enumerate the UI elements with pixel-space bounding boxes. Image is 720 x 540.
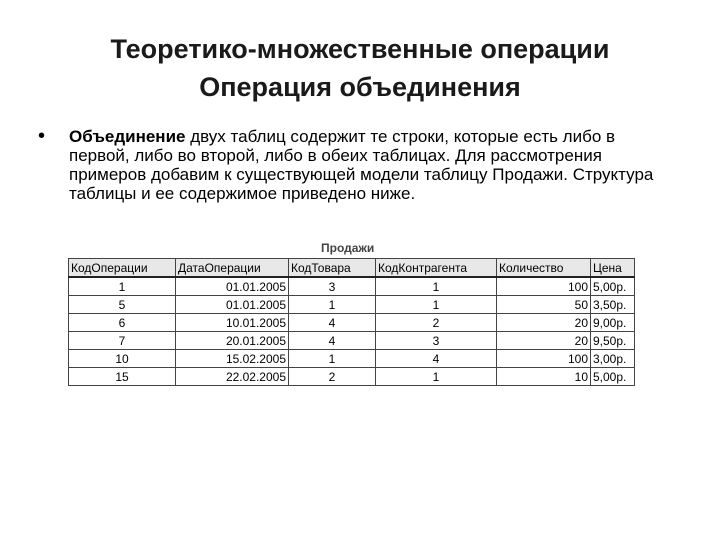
table-cell: 1 (376, 368, 497, 386)
table-row (69, 277, 635, 296)
table-cell: 3,50р. (591, 296, 635, 314)
table-cell: 3 (289, 277, 376, 296)
table-cell: 01.01.2005 (176, 296, 289, 314)
table-cell: 20 (497, 332, 591, 350)
column-header: Количество (497, 259, 591, 278)
bullet-body: двух таблиц содержит те строки, которые есть либо в первой, либо во второй, либо в обеих таблицах. Для рассмотрения примеров добавим к существующей модели таблицу Продажи. Структура таблицы и ее содержимое приведено ниже. (69, 127, 654, 203)
slide-title (0, 30, 720, 106)
table-cell: 1 (289, 350, 376, 368)
table-cell: 22.02.2005 (176, 368, 289, 386)
table-cell: 15 (69, 368, 176, 386)
table-row (69, 332, 635, 350)
table-cell: 5,00р. (591, 368, 635, 386)
table-cell: 6 (69, 314, 176, 332)
table-cell: 5 (69, 296, 176, 314)
table-cell: 1 (376, 296, 497, 314)
bullet-text (69, 127, 669, 203)
table-cell: 3 (376, 332, 497, 350)
table-cell: 1 (289, 296, 376, 314)
table-cell: 4 (289, 332, 376, 350)
table-cell: 2 (289, 368, 376, 386)
table-cell: 10 (69, 350, 176, 368)
table-cell: 2 (376, 314, 497, 332)
table-cell: 15.02.2005 (176, 350, 289, 368)
title-line-2: Операция объединения (199, 72, 521, 102)
column-header: КодОперации (69, 259, 176, 278)
column-header: Цена (591, 259, 635, 278)
table-row (69, 314, 635, 332)
table-cell: 4 (289, 314, 376, 332)
column-header: КодКонтрагента (376, 259, 497, 278)
table-cell: 100 (497, 350, 591, 368)
bullet-bold-term: Объединение (69, 127, 186, 146)
table-cell: 01.01.2005 (176, 277, 289, 296)
table-cell: 5,00р. (591, 277, 635, 296)
table-header-row (69, 259, 635, 278)
sales-table (68, 258, 635, 386)
table-cell: 10.01.2005 (176, 314, 289, 332)
table-cell: 100 (497, 277, 591, 296)
table-row (69, 368, 635, 386)
table-cell: 7 (69, 332, 176, 350)
table-row (69, 350, 635, 368)
table-cell: 4 (376, 350, 497, 368)
bullet-marker: • (38, 125, 46, 147)
table-cell: 9,50р. (591, 332, 635, 350)
table-cell: 9,00р. (591, 314, 635, 332)
table-cell: 3,00р. (591, 350, 635, 368)
table-cell: 1 (376, 277, 497, 296)
title-line-1: Теоретико-множественные операции (110, 34, 610, 64)
table-row (69, 296, 635, 314)
table-cell: 50 (497, 296, 591, 314)
table-cell: 10 (497, 368, 591, 386)
table-cell: 1 (69, 277, 176, 296)
table-cell: 20 (497, 314, 591, 332)
column-header: КодТовара (289, 259, 376, 278)
column-header: ДатаОперации (176, 259, 289, 278)
table-cell: 20.01.2005 (176, 332, 289, 350)
table-caption: Продажи (321, 241, 375, 255)
